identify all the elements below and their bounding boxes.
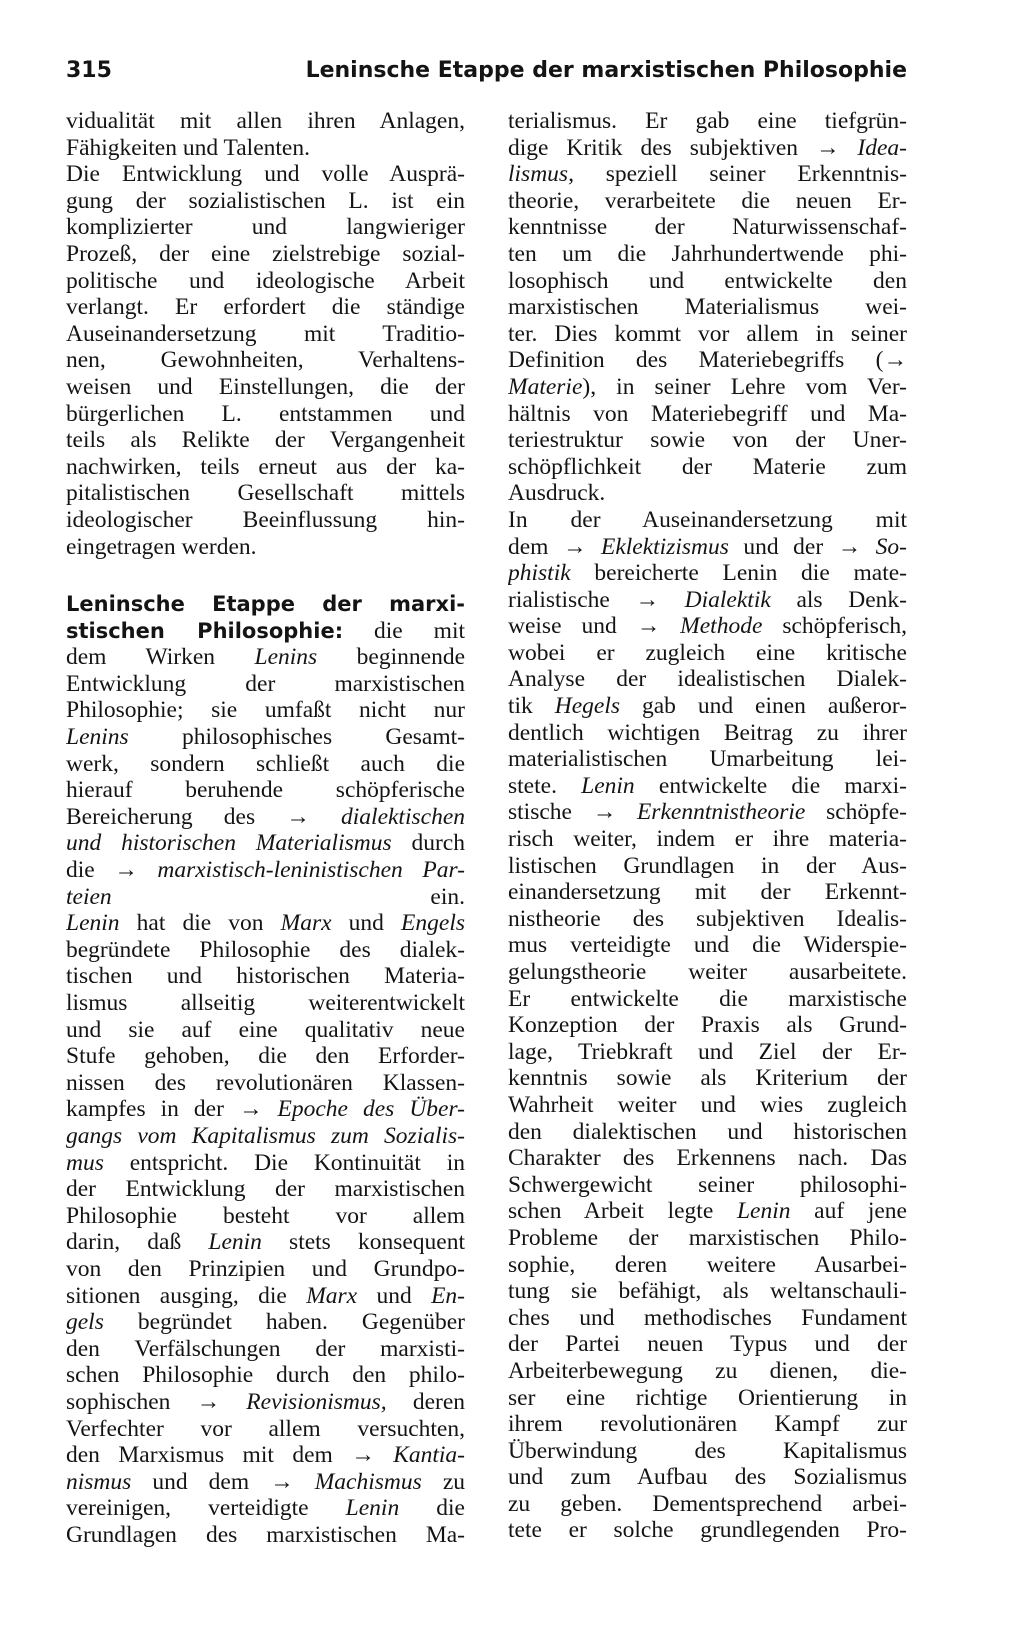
text-line [66, 1203, 465, 1230]
text-line [508, 188, 907, 215]
text-line [66, 374, 465, 401]
text-line [508, 879, 907, 906]
text-line [66, 724, 465, 751]
text-segment: einandersetzung mit der Erkennt- [508, 879, 907, 906]
text-line [508, 1145, 907, 1172]
text-segment: entwickelte die marxi- [634, 772, 907, 799]
text-line [508, 507, 907, 534]
text-segment: schöpferisch, [762, 613, 907, 640]
text-segment: losophisch und entwickelte den [508, 267, 907, 294]
italic-term: Eklektizismus [600, 533, 729, 560]
text-segment: zu geben. Dementsprechend arbei- [508, 1490, 907, 1517]
text-segment: durch [391, 830, 465, 857]
text-line [508, 932, 907, 959]
text-line [508, 427, 907, 454]
text-line [508, 1438, 907, 1465]
text-segment: nachwirken, teils erneut aus der ka- [66, 453, 465, 480]
text-line [66, 214, 465, 241]
text-segment: dem Wirken [66, 644, 255, 671]
text-line [508, 959, 907, 986]
text-segment: und sie auf eine qualitativ neue [66, 1016, 465, 1043]
text-segment: und der → [728, 533, 876, 560]
text-segment: sophie, deren weitere Ausarbei- [508, 1251, 907, 1278]
text-line [508, 108, 907, 135]
text-segment: wobei er zugleich eine kritische [508, 639, 907, 666]
text-line [66, 937, 465, 964]
italic-term: Dialektik [684, 586, 771, 613]
text-line [508, 1065, 907, 1092]
text-line [66, 910, 465, 937]
text-line [66, 1469, 465, 1496]
text-segment: Analyse der idealistischen Dialek- [508, 666, 907, 693]
text-segment: hältnis von Materiebegriff und Ma- [508, 400, 907, 427]
text-segment: Charakter des Erkennens nach. Das [508, 1145, 907, 1172]
text-line [66, 1043, 465, 1070]
text-segment: Philosophie besteht vor allem [66, 1202, 465, 1229]
italic-term: Epoche des Über- [277, 1096, 465, 1123]
text-line [508, 746, 907, 773]
text-line [508, 799, 907, 826]
italic-term: Marx [306, 1282, 358, 1309]
italic-term: dialektischen [341, 803, 465, 830]
text-segment: Verfechter vor allem versuchten, [66, 1415, 465, 1442]
text-line [508, 1119, 907, 1146]
text-segment: entspricht. Die Kontinuität in [103, 1149, 465, 1176]
italic-term: Kantia- [393, 1442, 465, 1469]
headword: Leninsche Etappe der marxi- [66, 592, 465, 617]
text-segment: zu [421, 1468, 465, 1495]
text-line [66, 591, 465, 618]
text-segment: als Denk- [770, 586, 907, 613]
text-segment: bürgerlichen L. entstammen und [66, 400, 465, 427]
text-segment: Überwindung des Kapitalismus [508, 1437, 907, 1464]
text-line [66, 480, 465, 507]
text-segment: schöpflichkeit der Materie zum [508, 453, 907, 480]
text-line [66, 671, 465, 698]
text-line [66, 884, 465, 911]
italic-term: Materie [508, 373, 583, 400]
text-segment: dentlich wichtigen Beitrag zu ihrer [508, 719, 907, 746]
italic-term: nismus [66, 1468, 132, 1495]
text-segment: teriestruktur sowie von der Uner- [508, 427, 907, 454]
text-segment: die → [66, 857, 158, 884]
text-segment: deren [386, 1388, 465, 1415]
text-line [66, 1522, 465, 1549]
text-segment: sitionen ausging, die [66, 1282, 307, 1309]
text-line [66, 1070, 465, 1097]
text-line [66, 777, 465, 804]
italic-term: So- [875, 533, 907, 560]
text-segment: den Verfälschungen der marxisti- [66, 1335, 465, 1362]
text-line [66, 268, 465, 295]
text-line [508, 1225, 907, 1252]
text-line [66, 1150, 465, 1177]
text-line [66, 401, 465, 428]
text-line [66, 241, 465, 268]
text-line [66, 534, 465, 561]
italic-term: Lenins [66, 724, 129, 751]
text-segment: In der Auseinandersetzung mit [508, 506, 907, 533]
text-line [508, 826, 907, 853]
text-segment: kenntnis sowie als Kriterium der [508, 1065, 907, 1092]
text-segment: werk, sondern schließt auch die [66, 750, 465, 777]
text-segment: schen Philosophie durch den philo- [66, 1362, 465, 1389]
italic-term: Idea- [857, 134, 907, 161]
text-segment: kenntnisse der Naturwissenschaf- [508, 214, 907, 241]
text-line [508, 1411, 907, 1438]
text-line [508, 986, 907, 1013]
text-line [508, 720, 907, 747]
text-segment: listischen Grundlagen in der Aus- [508, 852, 907, 879]
text-segment: ches und methodisches Fundament [508, 1304, 907, 1331]
text-line [66, 1283, 465, 1310]
text-line [66, 990, 465, 1017]
text-segment: terialismus. Er gab eine tiefgrün- [508, 108, 907, 134]
text-line [66, 1389, 465, 1416]
text-line [508, 1517, 907, 1544]
text-segment: dige Kritik des subjektiven → [508, 134, 858, 161]
text-segment: speziell seiner Erkenntnis- [573, 161, 907, 188]
text-line [66, 108, 465, 135]
text-line [508, 214, 907, 241]
text-segment: nissen des revolutionären Klassen- [66, 1069, 465, 1096]
text-segment: und [331, 910, 402, 937]
text-segment: ser eine richtige Orientierung in [508, 1384, 907, 1411]
text-segment: mus verteidigte und die Widerspie- [508, 932, 907, 959]
text-segment: nistheorie des subjektiven Idealis- [508, 905, 907, 932]
text-line [66, 321, 465, 348]
text-line [508, 1278, 907, 1305]
text-segment: gelungstheorie weiter ausarbeitete. [508, 959, 907, 985]
page-number: 315 [66, 58, 112, 83]
text-segment: Ausdruck. [508, 480, 606, 507]
text-segment: tete er solche grundlegenden Pro- [508, 1517, 907, 1544]
italic-term: teien [66, 883, 112, 910]
text-segment: nen, Gewohnheiten, Verhaltens- [66, 347, 465, 374]
text-segment: stete. [508, 772, 582, 799]
italic-term: Lenin [581, 772, 635, 799]
text-segment: beginnende [317, 644, 465, 671]
text-line [66, 188, 465, 215]
text-segment: Bereicherung des → [66, 803, 342, 830]
text-segment: ihrem revolutionären Kampf zur [508, 1411, 907, 1438]
text-line [508, 480, 907, 507]
text-line [508, 693, 907, 720]
text-segment: und dem → [131, 1468, 315, 1495]
italic-term: Marx [280, 910, 332, 937]
italic-term: Lenin [345, 1495, 400, 1522]
text-line [508, 853, 907, 880]
text-segment: teils als Relikte der Vergangenheit [66, 427, 465, 454]
text-line [66, 804, 465, 831]
italic-term: marxistisch-leninistischen Par- [157, 857, 465, 884]
italic-term: lismus, [508, 161, 574, 188]
text-segment: auf jene [790, 1198, 907, 1225]
text-line [508, 1039, 907, 1066]
text-line [508, 1252, 907, 1279]
text-line [508, 1331, 907, 1358]
text-segment: ter. Dies kommt vor allem in seiner [508, 320, 907, 347]
italic-term: En- [431, 1282, 465, 1309]
text-line [66, 1123, 465, 1150]
text-line [66, 507, 465, 534]
text-line [66, 618, 465, 645]
text-segment: und zum Aufbau des Sozialismus [508, 1464, 907, 1491]
text-segment: und [357, 1282, 432, 1309]
text-segment: schen Arbeit legte [508, 1198, 737, 1225]
italic-term: Lenin [66, 910, 120, 937]
italic-term: phistik [508, 560, 571, 587]
text-line [508, 401, 907, 428]
right-column [508, 108, 907, 1544]
text-segment: hierauf beruhende schöpferische [66, 777, 465, 804]
text-line [66, 1017, 465, 1044]
text-line [508, 321, 907, 348]
text-line [66, 697, 465, 724]
text-segment: Auseinandersetzung mit Traditio- [66, 320, 465, 347]
text-segment: gung der sozialistischen L. ist ein [66, 187, 465, 214]
text-segment: gab und einen außeror- [620, 693, 907, 720]
text-segment: Schwergewicht seiner philosophi- [508, 1171, 907, 1198]
text-segment: lage, Triebkraft und Ziel der Er- [508, 1038, 907, 1065]
text-line [508, 268, 907, 295]
text-line [66, 751, 465, 778]
text-segment: weisen und Einstellungen, die der [66, 373, 465, 400]
text-segment: philosophisches Gesamt- [128, 724, 465, 751]
text-segment: ten um die Jahrhundertwende phi- [508, 240, 907, 267]
text-line [508, 135, 907, 162]
running-title: Leninsche Etappe der marxistischen Philosophie [305, 58, 907, 83]
text-segment: politische und ideologische Arbeit [66, 267, 465, 294]
text-segment: schöpfe- [805, 799, 907, 826]
text-line [508, 587, 907, 614]
text-segment: marxistischen Materialismus wei- [508, 294, 907, 321]
italic-term: Hegels [554, 693, 621, 720]
text-line [66, 1336, 465, 1363]
text-segment: die [399, 1495, 465, 1522]
italic-term: und historischen Materialismus [66, 830, 392, 857]
italic-term: Lenin [736, 1198, 791, 1225]
text-line [508, 613, 907, 640]
text-line [66, 830, 465, 857]
text-line [508, 534, 907, 561]
text-segment: begründet haben. Gegenüber [103, 1309, 465, 1336]
text-segment: vereinigen, verteidigte [66, 1495, 346, 1522]
text-line [66, 1176, 465, 1203]
text-segment: kampfes in der → [66, 1096, 278, 1123]
text-segment: Stufe gehoben, die den Erforder- [66, 1043, 465, 1070]
text-line [66, 963, 465, 990]
text-line [66, 1256, 465, 1283]
text-line [508, 773, 907, 800]
text-line [508, 640, 907, 667]
text-segment: risch weiter, indem er ihre materia- [508, 826, 907, 853]
italic-term: mus [66, 1149, 104, 1176]
text-segment: tik [508, 693, 555, 720]
text-line [508, 294, 907, 321]
text-segment: stische → [508, 799, 637, 826]
text-segment: tischen und historischen Materia- [66, 963, 465, 990]
text-segment: ideologischer Beeinflussung hin- [66, 506, 465, 533]
text-segment: Definition des Materiebegriffs (→ [508, 347, 907, 374]
text-segment: hat die von [119, 910, 281, 937]
text-segment: der Partei neuen Typus und der [508, 1331, 907, 1358]
text-segment: Entwicklung der marxistischen [66, 670, 465, 697]
text-segment: sophischen → [66, 1388, 247, 1415]
text-segment: Die Entwicklung und volle Ausprä- [66, 161, 465, 188]
text-line [508, 1385, 907, 1412]
text-segment: darin, daß [66, 1229, 209, 1256]
text-line [508, 906, 907, 933]
text-line [66, 454, 465, 481]
text-line [66, 347, 465, 374]
text-line [508, 1491, 907, 1518]
text-segment: dem → [508, 533, 601, 560]
italic-term: Machismus [314, 1468, 422, 1495]
text-line [508, 241, 907, 268]
text-segment: verlangt. Er erfordert die ständige [66, 294, 465, 321]
text-segment: begründete Philosophie des dialek- [66, 936, 465, 963]
text-segment: lismus allseitig weiterentwickelt [66, 990, 465, 1016]
text-segment: von den Prinzipien und Grundpo- [66, 1255, 465, 1282]
text-segment: Grundlagen des marxistischen Ma- [66, 1521, 465, 1548]
text-line [508, 666, 907, 693]
italic-term: Methode [680, 613, 763, 640]
text-line [508, 1172, 907, 1199]
text-line [66, 1416, 465, 1443]
text-segment: eingetragen werden. [66, 533, 257, 560]
text-segment: ), in seiner Lehre vom Ver- [582, 373, 907, 400]
italic-term: gangs vom Kapitalismus zum Sozialis- [66, 1122, 465, 1149]
text-segment: Wahrheit weiter und wies zugleich [508, 1091, 907, 1118]
text-line [66, 294, 465, 321]
text-line [508, 374, 907, 401]
text-line [508, 1464, 907, 1491]
text-segment: Prozeß, der eine zielstrebige sozial- [66, 240, 465, 267]
text-line [508, 161, 907, 188]
text-line [66, 1309, 465, 1336]
text-segment: den dialektischen und historischen [508, 1118, 907, 1145]
text-segment: pitalistischen Gesellschaft mittels [66, 480, 465, 507]
text-segment: vidualität mit allen ihren Anlagen, [66, 108, 465, 134]
paragraph-gap [66, 560, 465, 591]
text-segment: bereicherte Lenin die mate- [570, 560, 907, 587]
italic-term: Lenin [208, 1229, 262, 1256]
italic-term: gels [66, 1309, 104, 1336]
left-column [66, 108, 465, 1548]
text-line [508, 560, 907, 587]
text-line [66, 1495, 465, 1522]
text-line [66, 644, 465, 671]
text-segment: den Marxismus mit dem → [66, 1442, 394, 1469]
text-segment: ein. [111, 883, 465, 910]
text-segment: die mit [343, 617, 465, 644]
text-segment: Er entwickelte die marxistische [508, 985, 907, 1012]
text-segment: tung sie befähigt, als weltanschauli- [508, 1278, 907, 1305]
text-segment: Philosophie; sie umfaßt nicht nur [66, 697, 465, 724]
text-segment: stets konsequent [261, 1229, 465, 1256]
text-line [66, 1362, 465, 1389]
text-segment: weise und → [508, 613, 681, 640]
text-segment: Arbeiterbewegung zu dienen, die- [508, 1357, 907, 1384]
text-line [508, 347, 907, 374]
text-line [66, 857, 465, 884]
text-line [66, 1229, 465, 1256]
text-segment: Konzeption der Praxis als Grund- [508, 1012, 907, 1039]
text-line [66, 161, 465, 188]
text-segment: der Entwicklung der marxistischen [66, 1176, 465, 1203]
text-segment: rialistische → [508, 586, 685, 613]
italic-term: Erkenntnistheorie [636, 799, 806, 826]
text-line [508, 1092, 907, 1119]
text-segment: materialistischen Umarbeitung lei- [508, 746, 907, 773]
text-line [508, 1198, 907, 1225]
text-line [66, 135, 465, 162]
text-line [508, 454, 907, 481]
italic-term: Engels [401, 910, 465, 937]
headword: stischen Philosophie: [66, 618, 344, 643]
text-line [66, 427, 465, 454]
text-line [508, 1305, 907, 1332]
text-line [508, 1358, 907, 1385]
text-segment: Fähigkeiten und Talenten. [66, 134, 310, 161]
italic-term: Lenins [254, 644, 318, 671]
italic-term: Revisionismus, [246, 1388, 387, 1415]
text-line [66, 1442, 465, 1469]
text-segment: Probleme der marxistischen Philo- [508, 1224, 907, 1251]
text-segment: komplizierter und langwieriger [66, 214, 465, 241]
text-segment: theorie, verarbeitete die neuen Er- [508, 187, 907, 214]
text-line [508, 1012, 907, 1039]
text-line [66, 1096, 465, 1123]
